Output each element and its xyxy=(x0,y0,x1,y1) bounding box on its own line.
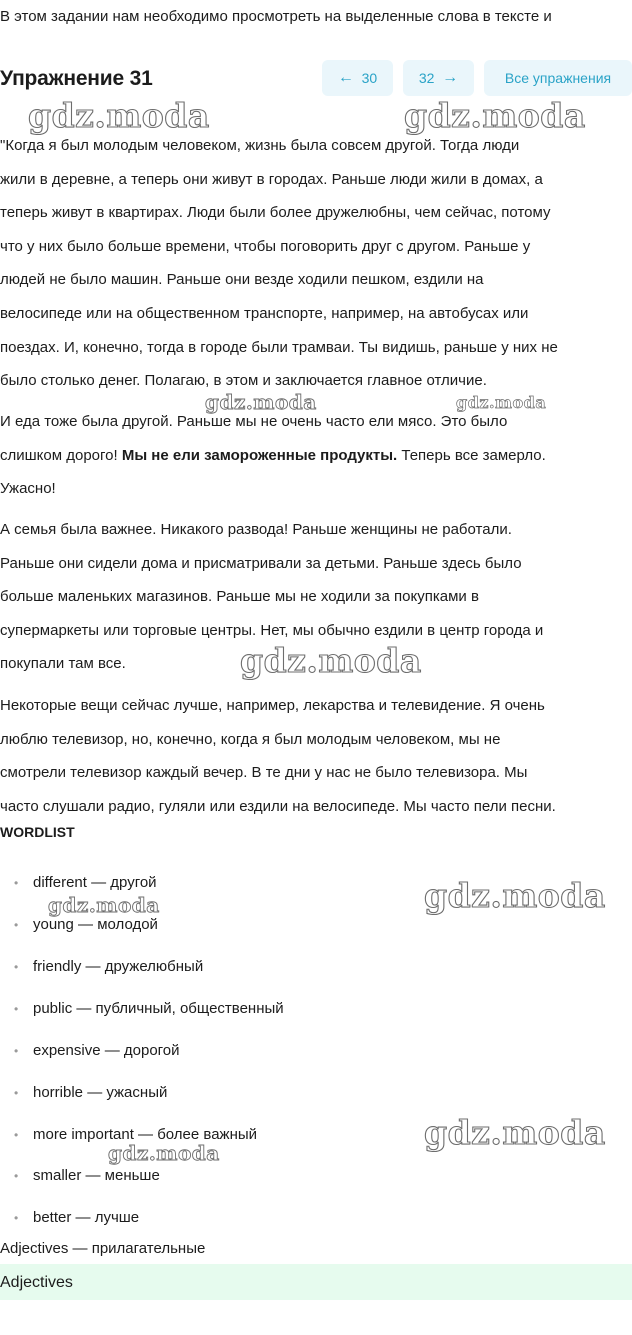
paragraph-4 xyxy=(0,689,632,823)
all-exercises-label: Все упражнения xyxy=(504,70,612,86)
wordlist-item-text: better — лучше xyxy=(33,1209,140,1226)
bullet-icon: • xyxy=(14,1086,19,1100)
text-line: было столько денег. Полагаю, в этом и заключается главное отличие. xyxy=(0,372,487,390)
watermark: gdz.moda xyxy=(108,1141,220,1165)
wordlist-item xyxy=(14,1124,257,1146)
text-line: "Когда я был молодым человеком, жизнь была совсем другой. Тогда люди xyxy=(0,137,520,154)
bullet-icon: • xyxy=(14,1211,19,1225)
text-line: что у них было больше времени, чтобы поговорить друг с другом. Раньше у xyxy=(0,237,531,255)
text-line: поездах. И, конечно, тогда в городе были трамваи. Ты видишь, раньше у них не xyxy=(0,338,558,356)
wordlist-item xyxy=(14,1040,180,1062)
watermark: gdz.moda xyxy=(205,390,317,414)
text-line: люблю телевизор, но, конечно, когда я был молодым человеком, мы не xyxy=(0,730,501,748)
text-line: Ужасно! xyxy=(0,480,56,498)
wordlist-item-text: different — другой xyxy=(33,874,157,891)
wordlist-item xyxy=(14,1165,160,1187)
wordlist-item xyxy=(14,998,284,1020)
text-line: велосипеде или на общественном транспорте, например, на автобусах или xyxy=(0,304,529,322)
wordlist-item xyxy=(14,914,158,936)
exercise-title: Упражнение 31 xyxy=(0,67,153,90)
arrow-left-icon: ← xyxy=(337,69,354,86)
wordlist-title: WORDLIST xyxy=(0,824,75,840)
wordlist-item-text: friendly — дружелюбный xyxy=(33,958,204,975)
prev-exercise-label: 30 xyxy=(361,70,378,86)
text-line: часто слушали радио, гуляли или ездили на велосипеде. Мы часто пели песни. xyxy=(0,797,556,815)
highlighted-phrase: Мы не ели замороженные продукты. xyxy=(121,446,398,464)
wordlist-item xyxy=(14,1082,167,1104)
prev-exercise-button[interactable] xyxy=(322,60,393,96)
watermark: gdz.moda xyxy=(48,893,160,917)
bullet-icon: • xyxy=(14,1002,19,1016)
arrow-right-icon: → xyxy=(442,69,459,86)
text-line: покупали там все. xyxy=(0,655,126,673)
text-line: А семья была важнее. Никакого развода! Раньше женщины не работали. xyxy=(0,521,512,538)
text-line: Некоторые вещи сейчас лучше, например, лекарства и телевидение. Я очень xyxy=(0,697,545,714)
watermark: gdz.moda xyxy=(424,876,606,915)
wordlist-item-text: expensive — дорогой xyxy=(33,1042,180,1059)
text-segment: слишком дорого! xyxy=(0,446,122,464)
next-exercise-label: 32 xyxy=(418,70,435,86)
bullet-icon: • xyxy=(14,1128,19,1142)
adjectives-band: Adjectives xyxy=(0,1264,632,1300)
watermark: gdz.moda xyxy=(240,641,422,680)
text-line: Раньше они сидели дома и присматривали за детьми. Раньше здесь было xyxy=(0,554,522,572)
text-line: жили в деревне, а теперь они живут в городах. Раньше люди жили в домах, а xyxy=(0,170,543,188)
paragraph-2 xyxy=(0,405,632,506)
bullet-icon: • xyxy=(14,1169,19,1183)
watermark: gdz.moda xyxy=(404,96,586,135)
text-line: И еда тоже была другой. Раньше мы не очень часто ели мясо. Это было xyxy=(0,413,508,430)
bullet-icon: • xyxy=(14,876,19,890)
wordlist-item xyxy=(14,1207,139,1229)
wordlist-item-text: public — публичный, общественный xyxy=(33,1000,284,1017)
watermark: gdz.moda xyxy=(424,1113,606,1152)
text-segment: Теперь все замерло. xyxy=(397,446,546,464)
wordlist-item xyxy=(14,956,203,978)
bullet-icon: • xyxy=(14,960,19,974)
wordlist-item-text: more important — более важный xyxy=(33,1126,258,1143)
text-line: смотрели телевизор каждый вечер. В те дни у нас не было телевизора. Мы xyxy=(0,764,528,782)
all-exercises-button[interactable] xyxy=(484,60,632,96)
text-line: теперь живут в квартирах. Люди были более дружелюбны, чем сейчас, потому xyxy=(0,204,551,222)
wordlist-item xyxy=(14,872,157,894)
paragraph-1 xyxy=(0,129,632,398)
intro-text: В этом задании нам необходимо просмотреть на выделенные слова в тексте и xyxy=(0,8,552,25)
bullet-icon: • xyxy=(14,1044,19,1058)
watermark: gdz.moda xyxy=(456,393,547,412)
wordlist-item-text: horrible — ужасный xyxy=(33,1084,168,1101)
bullet-icon: • xyxy=(14,918,19,932)
next-exercise-button[interactable] xyxy=(403,60,474,96)
text-line xyxy=(0,439,632,473)
wordlist-item-text: smaller — меньше xyxy=(33,1167,160,1184)
text-line: людей не было машин. Раньше они везде ходили пешком, ездили на xyxy=(0,271,484,289)
adjectives-line: Adjectives — прилагательные xyxy=(0,1240,206,1257)
text-line: супермаркеты или торговые центры. Нет, мы обычно ездили в центр города и xyxy=(0,621,544,639)
wordlist-item-text: young — молодой xyxy=(33,916,158,933)
watermark: gdz.moda xyxy=(28,96,210,135)
paragraph-3 xyxy=(0,513,632,681)
text-line: больше маленьких магазинов. Раньше мы не ходили за покупками в xyxy=(0,588,479,606)
